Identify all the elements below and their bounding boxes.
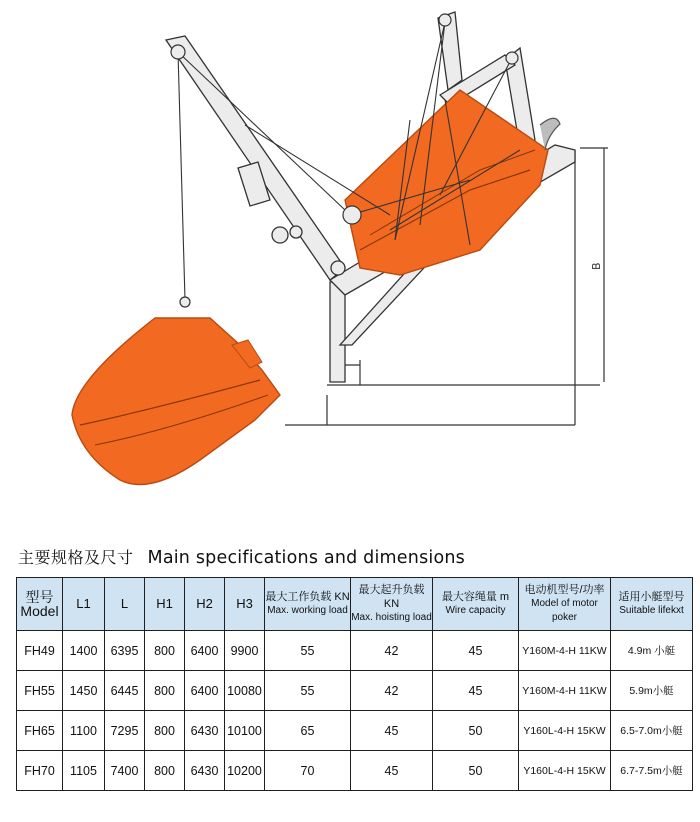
cell-wire-capacity: 45: [433, 631, 519, 671]
cell-l1: 1100: [63, 711, 105, 751]
col-hoisting-load: 最大起升负载 KN Max. hoisting load: [351, 578, 433, 631]
cell-model: FH65: [17, 711, 63, 751]
cell-model: FH70: [17, 751, 63, 791]
col-h3: H3: [225, 578, 265, 631]
cell-h1: 800: [145, 631, 185, 671]
cell-l: 6395: [105, 631, 145, 671]
cell-h1: 800: [145, 711, 185, 751]
cell-motor: Y160M-4-H 11KW: [519, 631, 611, 671]
cell-lifeboat: 6.5-7.0m小艇: [611, 711, 693, 751]
col-l1: L1: [63, 578, 105, 631]
cell-h3: 10080: [225, 671, 265, 711]
cell-hoisting-load: 45: [351, 711, 433, 751]
cell-h2: 6430: [185, 711, 225, 751]
cell-h1: 800: [145, 751, 185, 791]
col-h2: H2: [185, 578, 225, 631]
cell-h3: 10200: [225, 751, 265, 791]
table-row: [17, 671, 693, 711]
cell-motor: Y160M-4-H 11KW: [519, 671, 611, 711]
cell-motor: Y160L-4-H 15KW: [519, 711, 611, 751]
cell-working-load: 55: [265, 671, 351, 711]
col-lifeboat: 适用小艇型号 Suitable lifekxt: [611, 578, 693, 631]
cell-model: FH55: [17, 671, 63, 711]
table-row: [17, 711, 693, 751]
section-heading: [18, 545, 465, 568]
cell-h3: 9900: [225, 631, 265, 671]
cell-h2: 6400: [185, 631, 225, 671]
cell-wire-capacity: 50: [433, 751, 519, 791]
cell-working-load: 65: [265, 711, 351, 751]
col-wire-capacity: 最大容绳量 m Wire capacity: [433, 578, 519, 631]
col-model: 型号 Model: [17, 578, 63, 631]
col-working-load: 最大工作负载 KN Max. working load: [265, 578, 351, 631]
cell-motor: Y160L-4-H 15KW: [519, 751, 611, 791]
spec-table: [16, 577, 693, 791]
cell-lifeboat: 4.9m 小艇: [611, 631, 693, 671]
davit-arm-left: [166, 36, 345, 280]
cell-h2: 6430: [185, 751, 225, 791]
cell-l1: 1450: [63, 671, 105, 711]
cell-h2: 6400: [185, 671, 225, 711]
cell-lifeboat: 6.7-7.5m小艇: [611, 751, 693, 791]
cell-l: 6445: [105, 671, 145, 711]
table-row: [17, 631, 693, 671]
lowered-lifeboat: [72, 318, 280, 485]
cell-model: FH49: [17, 631, 63, 671]
cell-l1: 1105: [63, 751, 105, 791]
cell-wire-capacity: 45: [433, 671, 519, 711]
cell-l: 7295: [105, 711, 145, 751]
cell-hoisting-load: 42: [351, 671, 433, 711]
cell-hoisting-load: 45: [351, 751, 433, 791]
cell-hoisting-load: 42: [351, 631, 433, 671]
col-l: L: [105, 578, 145, 631]
section-title-zh: 主要规格及尺寸: [18, 548, 134, 567]
cell-working-load: 55: [265, 631, 351, 671]
table-row: [17, 751, 693, 791]
dimension-b-label: B: [590, 262, 603, 270]
cell-working-load: 70: [265, 751, 351, 791]
section-title-en: Main specifications and dimensions: [147, 548, 465, 568]
table-header-row: [17, 578, 693, 631]
cell-h3: 10100: [225, 711, 265, 751]
cell-l1: 1400: [63, 631, 105, 671]
col-h1: H1: [145, 578, 185, 631]
cell-l: 7400: [105, 751, 145, 791]
cell-h1: 800: [145, 671, 185, 711]
col-motor: 电动机型号/功率 Model of motor poker: [519, 578, 611, 631]
cell-lifeboat: 5.9m小艇: [611, 671, 693, 711]
cell-wire-capacity: 50: [433, 711, 519, 751]
